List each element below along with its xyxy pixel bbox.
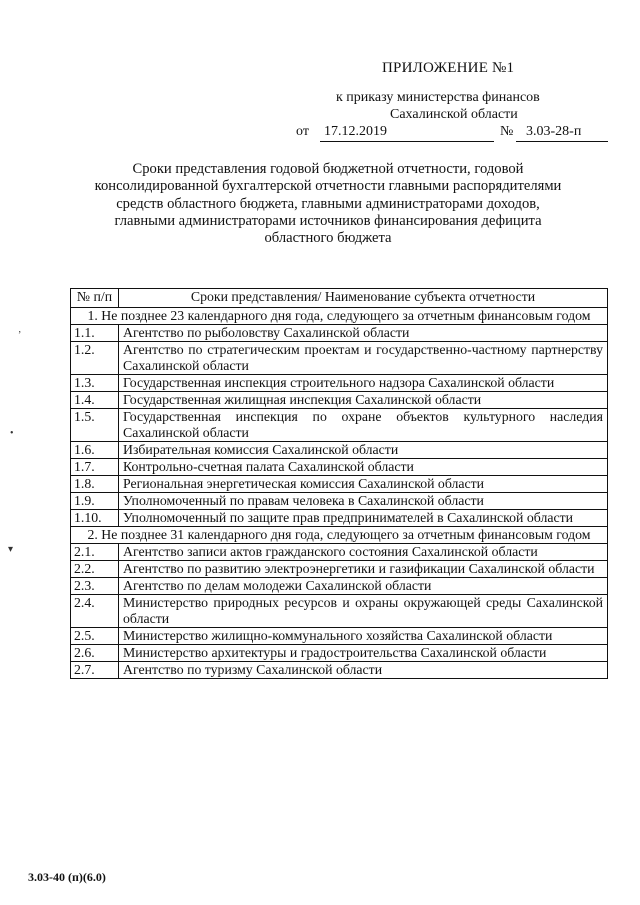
table-row <box>71 578 608 595</box>
row-number: 1.9. <box>71 493 119 510</box>
row-name: Региональная энергетическая комиссия Сахалинской области <box>119 476 608 493</box>
order-number: 3.03-28-п <box>516 124 608 142</box>
scan-mark: • <box>10 428 14 439</box>
row-number: 2.1. <box>71 544 119 561</box>
table-row <box>71 628 608 645</box>
row-number: 1.7. <box>71 459 119 476</box>
section-row-2 <box>71 527 608 544</box>
row-name: Избирательная комиссия Сахалинской области <box>119 442 608 459</box>
row-name: Министерство жилищно-коммунального хозяйства Сахалинской области <box>119 628 608 645</box>
table-row <box>71 493 608 510</box>
row-number: 2.4. <box>71 595 119 628</box>
table-row <box>71 476 608 493</box>
row-name: Агентство записи актов гражданского состояния Сахалинской области <box>119 544 608 561</box>
row-number: 2.2. <box>71 561 119 578</box>
row-number: 1.2. <box>71 342 119 375</box>
row-name: Уполномоченный по защите прав предпринимателей в Сахалинской области <box>119 510 608 527</box>
scan-mark: ▾ <box>8 544 14 555</box>
row-number: 1.6. <box>71 442 119 459</box>
row-number: 2.3. <box>71 578 119 595</box>
order-date: 17.12.2019 <box>320 124 494 142</box>
section-title: 2. Не позднее 31 календарного дня года, следующего за отчетным финансовым годом <box>71 527 608 544</box>
row-name: Агентство по рыболовству Сахалинской области <box>119 325 608 342</box>
row-name: Контрольно-счетная палата Сахалинской области <box>119 459 608 476</box>
reporting-deadlines-table <box>70 288 608 679</box>
header-number: № п/п <box>71 289 119 308</box>
document-heading: Сроки представления годовой бюджетной отчетности, годовой консолидированной бухгалтерской отчетности главными распорядителями средств областного бюджета, главными администраторами доходов, главными администраторами источников финансирования дефицита областного бюджета <box>94 161 562 247</box>
table-row <box>71 662 608 679</box>
table-header-row <box>71 289 608 308</box>
row-name: Агентство по делам молодежи Сахалинской области <box>119 578 608 595</box>
row-name: Министерство природных ресурсов и охраны окружающей среды Сахалинской области <box>119 595 608 628</box>
header-name: Сроки представления/ Наименование субъекта отчетности <box>119 289 608 308</box>
appendix-title: ПРИЛОЖЕНИЕ №1 <box>382 60 515 76</box>
table-row <box>71 544 608 561</box>
row-name: Государственная инспекция по охране объектов культурного наследия Сахалинской области <box>119 409 608 442</box>
order-reference-line2: Сахалинской области <box>390 107 518 122</box>
row-number: 2.5. <box>71 628 119 645</box>
row-number: 1.3. <box>71 375 119 392</box>
table-row <box>71 645 608 662</box>
table-row <box>71 442 608 459</box>
section-title: 1. Не позднее 23 календарного дня года, следующего за отчетным финансовым годом <box>71 308 608 325</box>
table-row <box>71 409 608 442</box>
row-name: Государственная инспекция строительного надзора Сахалинской области <box>119 375 608 392</box>
table-row <box>71 561 608 578</box>
order-date-prefix: от <box>296 124 309 139</box>
row-name: Государственная жилищная инспекция Сахалинской области <box>119 392 608 409</box>
row-number: 1.1. <box>71 325 119 342</box>
table-row <box>71 375 608 392</box>
row-number: 1.5. <box>71 409 119 442</box>
table-row <box>71 392 608 409</box>
row-name: Агентство по туризму Сахалинской области <box>119 662 608 679</box>
table-row <box>71 459 608 476</box>
section-row-1 <box>71 308 608 325</box>
row-number: 2.6. <box>71 645 119 662</box>
row-number: 1.8. <box>71 476 119 493</box>
order-reference-line1: к приказу министерства финансов <box>336 90 540 105</box>
order-number-sign: № <box>500 124 514 139</box>
table-row <box>71 325 608 342</box>
row-name: Уполномоченный по правам человека в Сахалинской области <box>119 493 608 510</box>
row-name: Министерство архитектуры и градостроительства Сахалинской области <box>119 645 608 662</box>
row-number: 2.7. <box>71 662 119 679</box>
table-row <box>71 510 608 527</box>
document-code-footer: 3.03-40 (п)(6.0) <box>28 870 106 884</box>
order-date-number-line <box>296 124 606 144</box>
scan-mark: ʼ <box>18 330 22 341</box>
row-name: Агентство по стратегическим проектам и государственно-частному партнерству Сахалинской области <box>119 342 608 375</box>
table-row <box>71 342 608 375</box>
row-number: 1.10. <box>71 510 119 527</box>
row-name: Агентство по развитию электроэнергетики и газификации Сахалинской области <box>119 561 608 578</box>
row-number: 1.4. <box>71 392 119 409</box>
table-row <box>71 595 608 628</box>
